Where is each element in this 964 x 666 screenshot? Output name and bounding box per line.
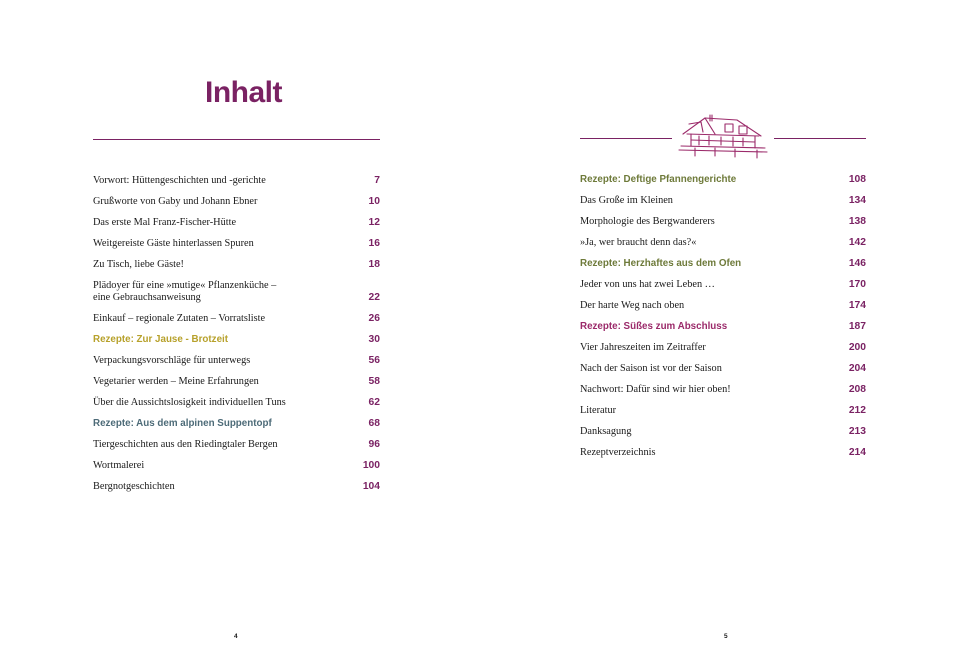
toc-entry-title: Einkauf – regionale Zutaten – Vorratsliste [93,313,266,324]
toc-section-entry [580,321,866,333]
toc-entry-page: 208 [848,384,866,395]
toc-entry [93,376,380,388]
toc-entry-title: Danksagung [580,426,632,437]
toc-list-left [93,175,380,502]
toc-entry-page: 26 [368,313,380,324]
toc-entry [580,384,866,396]
toc-entry-title: Weitgereiste Gäste hinterlassen Spuren [93,238,254,249]
toc-entry-title: Wortmalerei [93,460,145,471]
toc-entry-page: 68 [368,418,380,429]
toc-entry-title: Jeder von uns hat zwei Leben … [580,279,715,290]
toc-entry-page: 214 [848,447,866,458]
toc-entry [93,217,380,229]
toc-entry-title: Grußworte von Gaby und Johann Ebner [93,196,258,207]
toc-entry [580,279,866,291]
toc-entry-title: Über die Aussichtslosigkeit individuellen Tuns [93,397,286,408]
toc-entry-page: 100 [362,460,380,471]
toc-entry [93,355,380,367]
toc-list-right [580,174,866,468]
toc-entry-page: 138 [848,216,866,227]
page-number-right: 5 [724,633,728,640]
toc-entry [580,363,866,375]
toc-section-entry [580,258,866,270]
toc-entry [580,216,866,228]
toc-entry-title: Plädoyer für eine »mutige« Pflanzenküche – eine Gebrauchsanweisung [93,280,277,303]
toc-entry [580,300,866,312]
toc-entry-page: 174 [848,300,866,311]
toc-entry-title: Rezepte: Zur Jause - Brotzeit [93,334,229,345]
toc-entry [93,439,380,451]
toc-entry-page: 58 [368,376,380,387]
toc-entry [580,426,866,438]
toc-entry-title: Das erste Mal Franz-Fischer-Hütte [93,217,237,228]
toc-entry [93,280,380,304]
toc-entry-title: Vorwort: Hüttengeschichten und -gerichte [93,175,266,186]
toc-entry-title: Rezeptverzeichnis [580,447,656,458]
toc-entry-title: Literatur [580,405,617,416]
toc-entry-page: 213 [848,426,866,437]
toc-entry-page: 200 [848,342,866,353]
toc-entry [93,481,380,493]
toc-entry [93,460,380,472]
toc-entry-title: Verpackungsvorschläge für unterwegs [93,355,251,366]
toc-entry-page: 204 [848,363,866,374]
toc-entry-page: 16 [368,238,380,249]
toc-entry-title: Nachwort: Dafür sind wir hier oben! [580,384,731,395]
toc-entry-title: Morphologie des Bergwanderers [580,216,715,227]
toc-entry-title: Nach der Saison ist vor der Saison [580,363,722,374]
toc-entry-page: 142 [848,237,866,248]
toc-entry [93,313,380,325]
toc-entry [580,342,866,354]
toc-section-entry [93,334,380,346]
mountain-hut-icon [675,112,771,162]
toc-entry-title: Das Große im Kleinen [580,195,673,206]
toc-entry-page: 10 [368,196,380,207]
toc-entry-page: 104 [362,481,380,492]
toc-entry [580,447,866,459]
toc-entry-title: Rezepte: Süßes zum Abschluss [580,321,728,332]
toc-entry-title: Rezepte: Herzhaftes aus dem Ofen [580,258,742,269]
toc-entry [93,397,380,409]
toc-entry [580,237,866,249]
toc-entry-title: Rezepte: Aus dem alpinen Suppentopf [93,418,272,429]
toc-entry [93,196,380,208]
header-rule-left [580,138,672,139]
toc-entry [93,175,380,187]
toc-entry-page: 30 [368,334,380,345]
toc-entry-title: »Ja, wer braucht denn das?« [580,237,697,248]
toc-entry-page: 56 [368,355,380,366]
toc-entry-title: Rezepte: Deftige Pfannengerichte [580,174,737,185]
page-title: Inhalt [205,76,282,109]
toc-entry-page: 187 [848,321,866,332]
toc-entry-title: Zu Tisch, liebe Gäste! [93,259,184,270]
toc-entry-page: 18 [368,259,380,270]
toc-entry-page: 96 [368,439,380,450]
toc-entry [93,259,380,271]
header-rule-right [774,138,866,139]
toc-entry-page: 146 [848,258,866,269]
toc-entry-page: 134 [848,195,866,206]
toc-entry [93,238,380,250]
right-page [482,0,964,666]
toc-entry-page: 62 [368,397,380,408]
toc-entry-title: Vier Jahreszeiten im Zeitraffer [580,342,706,353]
toc-entry [580,195,866,207]
toc-entry-page: 7 [374,175,380,186]
toc-entry-title: Tiergeschichten aus den Riedingtaler Bergen [93,439,278,450]
toc-entry-title: Der harte Weg nach oben [580,300,685,311]
toc-section-entry [93,418,380,430]
toc-entry-page: 108 [848,174,866,185]
toc-section-entry [580,174,866,186]
toc-entry-title: Bergnotgeschichten [93,481,175,492]
title-rule [93,139,380,140]
page-number-left: 4 [234,633,238,640]
toc-entry [580,405,866,417]
toc-entry-page: 212 [848,405,866,416]
toc-entry-page: 12 [368,217,380,228]
toc-entry-page: 170 [848,279,866,290]
toc-entry-page: 22 [368,292,380,303]
toc-entry-title: Vegetarier werden – Meine Erfahrungen [93,376,259,387]
